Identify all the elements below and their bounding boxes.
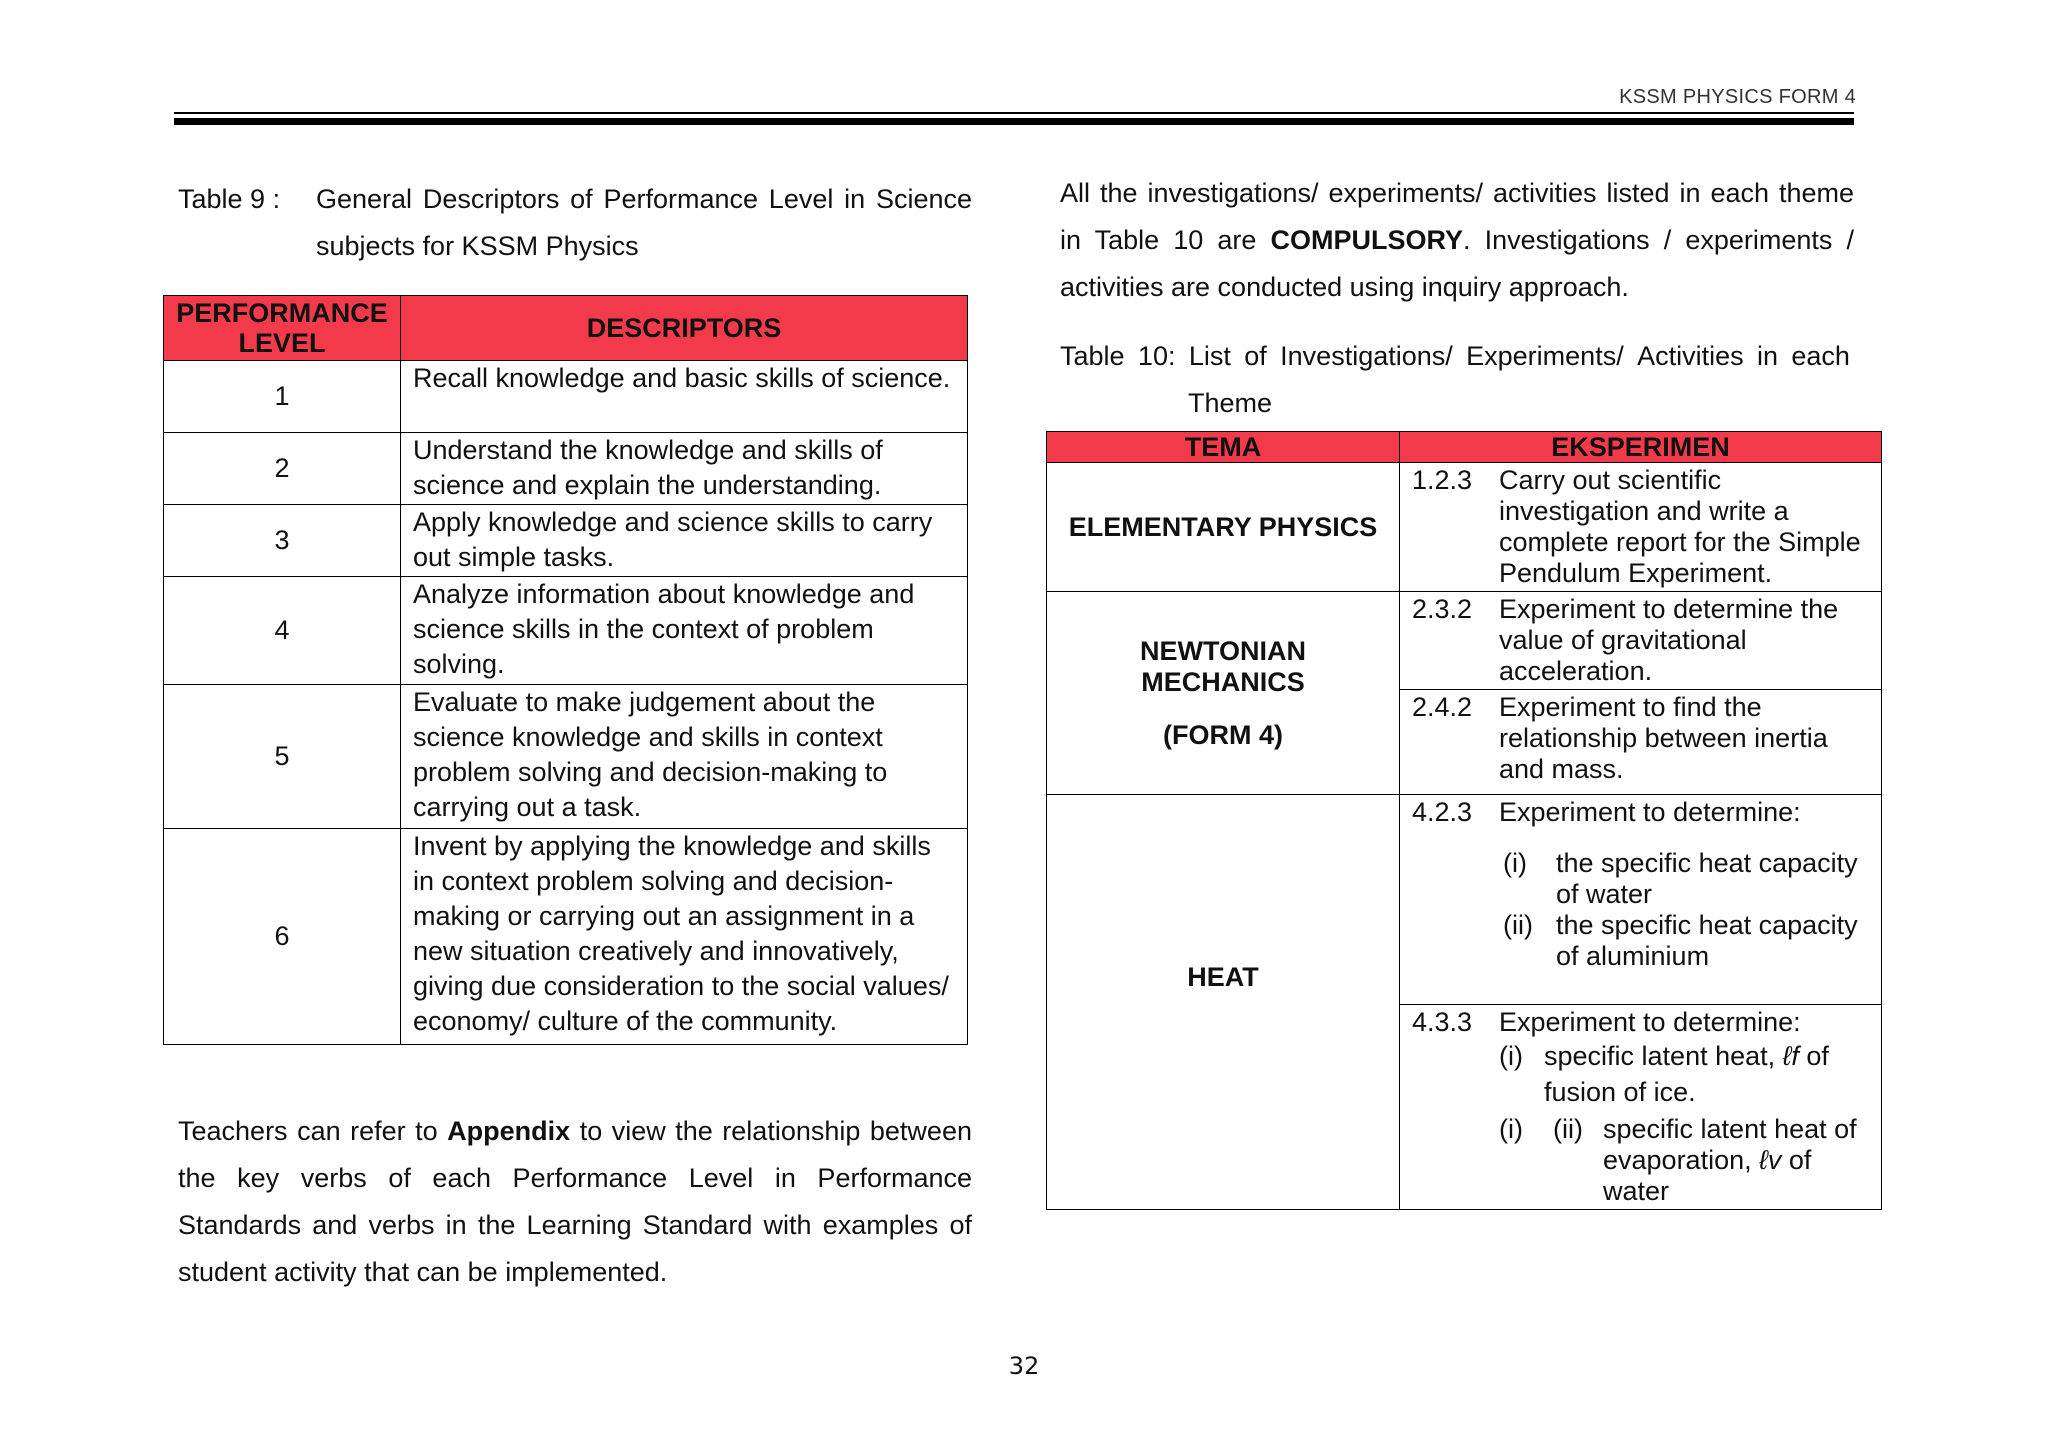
- experiment-text: Carry out scientific investigation and write a complete report for the Simple Pendulum Experiment.: [1499, 465, 1861, 588]
- theme-newtonian-line2: MECHANICS: [1141, 666, 1305, 697]
- intro-paragraph: [1060, 170, 1854, 311]
- experiment-text: Experiment to determine:: [1499, 797, 1801, 827]
- experiment-cell: [1400, 592, 1882, 690]
- experiment-text: Experiment to find the relationship between inertia and mass.: [1499, 692, 1828, 784]
- experiment-text: Experiment to determine:: [1499, 1007, 1801, 1037]
- appendix-paragraph: [178, 1108, 972, 1296]
- experiment-code: 4.3.3: [1412, 1007, 1473, 1037]
- sub-item-number: (ii): [1503, 910, 1533, 940]
- caption-word: in: [1756, 341, 1778, 371]
- experiment-cell: [1400, 463, 1882, 592]
- level-cell: 2: [164, 433, 401, 505]
- table-row: [164, 361, 968, 433]
- table-row: [1047, 795, 1882, 1005]
- table-row: [164, 829, 968, 1045]
- theme-heat: [1047, 795, 1400, 1210]
- table10-caption-line2: Theme: [1188, 388, 1273, 418]
- sub-item-number: (i): [1503, 848, 1527, 878]
- table-row: [164, 577, 968, 685]
- experiment-text: Experiment to determine the value of gravitational acceleration.: [1499, 594, 1839, 686]
- col-header-eksperimen: EKSPERIMEN: [1400, 432, 1882, 463]
- table-row: [1047, 592, 1882, 690]
- table-row: [1047, 463, 1882, 592]
- compulsory-bold: COMPULSORY: [1270, 225, 1463, 255]
- intro-text-after: . Investigations / experiments / activities are conducted using inquiry approach.: [1060, 225, 1855, 302]
- caption-word: Table: [1060, 341, 1125, 371]
- experiment-code: 2.3.2: [1412, 594, 1473, 624]
- caption-word: 10:: [1137, 341, 1176, 371]
- level-cell: 4: [164, 577, 401, 685]
- descriptor-cell: Apply knowledge and science skills to carry out simple tasks.: [401, 505, 968, 577]
- descriptor-cell: Evaluate to make judgement about the science knowledge and skills in context problem solving and decision-making to carrying out a task.: [401, 685, 968, 829]
- sub-item: [1499, 910, 1873, 972]
- level-cell: 5: [164, 685, 401, 829]
- theme-newtonian-line1: NEWTONIAN: [1140, 635, 1306, 666]
- col-header-performance-level: PERFORMANCE LEVEL: [164, 296, 401, 361]
- sub-item: [1499, 1114, 1873, 1207]
- descriptor-cell: Analyze information about knowledge and science skills in the context of problem solving.: [401, 577, 968, 685]
- table10-caption: [1060, 333, 1850, 427]
- table-row: [164, 505, 968, 577]
- sub-item-number: (i): [1499, 1114, 1523, 1144]
- sub-item-text: specific latent heat of evaporation,: [1603, 1114, 1857, 1175]
- table-row: [164, 685, 968, 829]
- descriptor-cell: Invent by applying the knowledge and skills in context problem solving and decision-making or carrying out an assignment in a new situation creatively and innovatively, giving due consideration to the social values/ economy/ culture of the community.: [401, 829, 968, 1045]
- table-header-row: [1047, 432, 1882, 463]
- running-header: KSSM PHYSICS FORM 4: [1619, 86, 1856, 108]
- sub-item-text: the specific heat capacity of water: [1556, 848, 1858, 909]
- col-header-tema: TEMA: [1047, 432, 1400, 463]
- experiment-code: 2.4.2: [1412, 692, 1473, 722]
- caption-word: each: [1791, 341, 1850, 371]
- level-cell: 1: [164, 361, 401, 433]
- table9-caption-text: General Descriptors of Performance Level in Science subjects for KSSM Physics: [316, 184, 972, 261]
- sub-item: [1499, 1038, 1873, 1110]
- theme-heat-label: HEAT: [1187, 962, 1259, 992]
- sub-item: [1499, 848, 1873, 910]
- theme-newtonian-form: (FORM 4): [1163, 719, 1283, 750]
- table9-label: Table 9 :: [178, 184, 281, 214]
- table-header-row: [164, 296, 968, 361]
- sub-item-text: the specific heat capacity of aluminium: [1556, 910, 1858, 971]
- intro-text-before: All the investigations/ experiments/ activities listed in each theme in Table 10 are: [1060, 178, 1854, 255]
- sub-item-text: specific latent heat,: [1544, 1041, 1783, 1071]
- descriptor-cell: Understand the knowledge and skills of science and explain the understanding.: [401, 433, 968, 505]
- caption-word: Activities: [1637, 341, 1744, 371]
- sub-item-text: of water: [1603, 1145, 1812, 1206]
- level-cell: 6: [164, 829, 401, 1045]
- appendix-text-before: Teachers can refer to: [178, 1116, 448, 1146]
- appendix-text-after: to view the relationship between the key verbs of each Performance Level in Performance Standards and verbs in the Learning Standard with examples of student activity that can be implemented.: [178, 1116, 972, 1287]
- table10-caption-line1: [1060, 333, 1850, 380]
- sub-item-text: of fusion of ice.: [1544, 1041, 1829, 1107]
- caption-word: Investigations/: [1280, 341, 1453, 371]
- latent-heat-fusion-symbol: ℓf: [1782, 1041, 1799, 1071]
- table9-caption: [178, 176, 972, 270]
- sub-item-number: (i): [1499, 1041, 1523, 1071]
- appendix-bold: Appendix: [447, 1116, 571, 1146]
- latent-heat-evaporation-symbol: ℓv: [1759, 1145, 1782, 1175]
- experiment-code: 1.2.3: [1412, 465, 1473, 495]
- performance-level-table: [163, 295, 968, 1045]
- descriptor-cell: Recall knowledge and basic skills of science.: [401, 361, 968, 433]
- header-rule-thick: [174, 118, 1854, 125]
- caption-word: Experiments/: [1466, 341, 1624, 371]
- experiment-cell: [1400, 1005, 1882, 1210]
- level-cell: 3: [164, 505, 401, 577]
- sub-item-number: (ii): [1553, 1114, 1583, 1144]
- theme-newtonian-mechanics: [1047, 592, 1400, 795]
- caption-word: List: [1188, 341, 1231, 371]
- experiment-code: 4.2.3: [1412, 797, 1473, 827]
- col-header-descriptors: DESCRIPTORS: [401, 296, 968, 361]
- experiments-table: [1046, 431, 1882, 1210]
- experiment-cell: [1400, 690, 1882, 795]
- page-number: 32: [1008, 1352, 1040, 1380]
- experiment-cell: [1400, 795, 1882, 1005]
- theme-elementary-physics: ELEMENTARY PHYSICS: [1047, 463, 1400, 592]
- header-rule-thin: [174, 112, 1854, 114]
- table-row: [164, 433, 968, 505]
- caption-word: of: [1244, 341, 1267, 371]
